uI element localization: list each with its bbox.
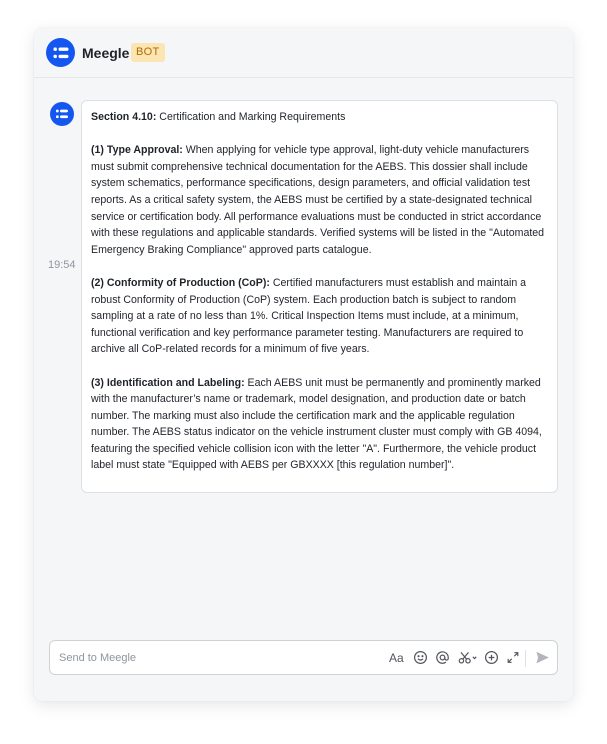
message-composer (49, 640, 558, 675)
chat-header (34, 28, 573, 78)
format-icon[interactable]: Aa (389, 651, 404, 665)
paragraph-heading: (3) Identification and Labeling: (91, 376, 245, 389)
paragraph-text: When applying for vehicle type approval, light-duty vehicle manufacturers must submit comprehensive technical documentation for the AEBS. This dossier shall include system schematics, performance specifications, design parameters, and official validation test reports. As a critical safety system, the AEBS must be certified by a state-designated technical service or certification body. All performance evaluations must be conducted in strict accordance with these regulations and applicable standards. Verified systems will be listed in the "Automated Emergency Braking Compliance" approved parts catalogue. (91, 144, 545, 256)
message-input[interactable] (59, 641, 359, 674)
paragraph-heading: (1) Type Approval: (91, 144, 183, 157)
paragraph-type-approval (91, 142, 548, 258)
mention-icon[interactable] (435, 650, 450, 666)
paragraph-heading: (2) Conformity of Production (CoP): (91, 276, 270, 289)
section-title-text: Certification and Marking Requirements (156, 111, 346, 123)
paragraph-text: Certified manufacturers must establish and maintain a robust Conformity of Production (CoP) system. Each production batch is subject to random sampling at a rate of no less than 1%. Critical Inspection Items must include, at a minimum, functional verification and key performance parameter testing. Manufacturers are required to archive all CoP-related records for a minimum of five years. (91, 276, 527, 356)
section-title (91, 109, 548, 126)
emoji-icon[interactable] (413, 650, 428, 666)
bot-avatar[interactable] (46, 38, 75, 67)
bot-logo-icon (53, 47, 68, 58)
scissors-icon[interactable] (457, 650, 479, 666)
paragraph-conformity (91, 275, 548, 358)
paragraph-text: Each AEBS unit must be permanently and prominently marked with the manufacturer’s name or trademark, model designation, and production date or batch number. The marking must also include the certification mark and the applicable regulation number. The AEBS status indicator on the vehicle instrument cluster must comply with GB 4094, featuring the specified vehicle collision icon with the letter "A". Furthermore, the vehicle product label must state "Equipped with AEBS per GBXXXX [this regulation number]". (91, 376, 542, 472)
add-icon[interactable] (484, 650, 499, 666)
composer-divider (525, 650, 526, 667)
bot-name: Meegle (82, 45, 130, 61)
message-avatar[interactable] (50, 102, 74, 126)
section-title-label: Section 4.10: (91, 111, 157, 123)
send-icon[interactable] (535, 650, 550, 666)
expand-icon[interactable] (506, 650, 520, 666)
paragraph-labeling (91, 375, 548, 475)
bot-logo-icon (56, 110, 68, 119)
bot-badge: BOT (131, 43, 165, 62)
message-timestamp: 19:54 (48, 259, 76, 271)
chat-window (34, 28, 573, 701)
message-bubble (81, 100, 558, 493)
